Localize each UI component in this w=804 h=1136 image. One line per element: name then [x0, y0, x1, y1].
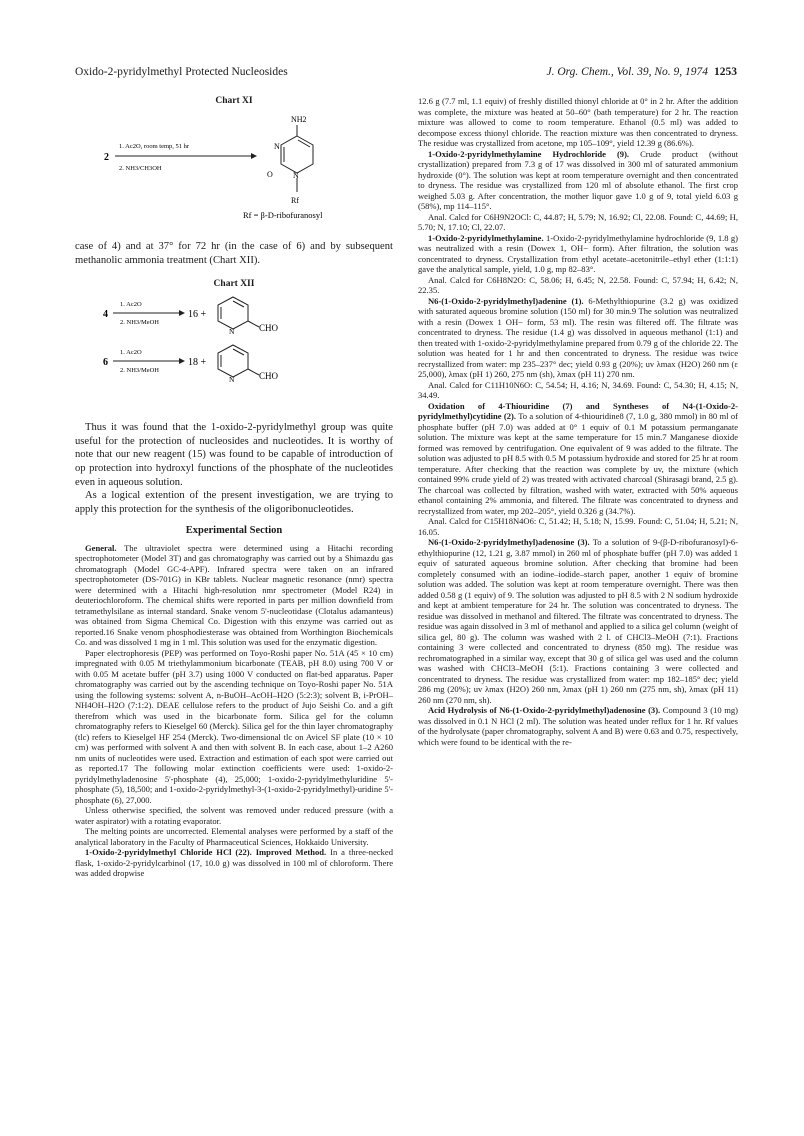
- paragraph-amine: [418, 233, 738, 275]
- paragraph-text: To a solution of 4-thiouridine8 (7, 1.0 g, 380 mmol) in 80 ml of phosphate buffer (pH 7.0) was added at 0° 1 equiv of 0.1 M potassium permanganate solution. The mixture was kept at the same temperature for 15 min.7 Manganese dioxide formed was removed by centrifugation. One equivalent of 9 was added to the filtrate. The solution was adjusted to pH 8.5 with 0.5 M potassium hydroxide and stored for 25 hr at room temperature. After checking that the reaction was complete by uv, the mixture (which contained 99% crude yield of 2) was treated with activated charcoal (Shirasagi brand, 2.5 g). The charcoal was collected by filtration, washed with water, extracted with 50% aqueous ethanol containing 2% ammonia, and filtered. The filtrate was concentrated to dryness and recrystallized from water, mp 202–205°, yield 0.326 g (34.7%).: [418, 411, 739, 516]
- paragraph: case of 4) and at 37° for 72 hr (in the case of 6) and by subsequent methanolic ammonia treatment (Chart XII).: [75, 241, 393, 266]
- run-in-heading: General.: [85, 542, 117, 553]
- paragraph-text: Compound 3 (10 mg) was dissolved in 0.1 N HCl (2 ml). The solution was heated under reflux for 1 hr. Rf values of the hydrolysate (paper chromatography, solvent A and B) were 0.63 and 0.75, respectively, which were found to be identical with the re-: [418, 705, 738, 747]
- paragraph-text: The ultraviolet spectra were determined using a Hitachi recording spectrophotometer (Model 3T) and gas chromatography was carried out by a Shimazdu gas chromatograph (Model GC-4-APF). Infrared spectra were taken on an infrared spectrophotometer (DS-701G) in KBr tablets. Nuclear magnetic resonance (nmr) spectra were determined with a Hitachi high-resolution nmr spectrometer (Model R24) in deuteriochloroform. The chemical shifts were reported in parts per million downfield from tetramethylsilane as internal standard. Snake venom 5'-nucleotidase (Clotalus adamanteus) was obtained from Sigma Chemical Co. Digestion with this enzyme was carried out as reported.16 Snake venom phosphodiesterase was obtained from Worthington Biochemicals Co. and was dissolved 1 mg in 1 ml. This solution was used for the enzymatic digestion.: [75, 542, 393, 648]
- analysis: Anal. Calcd for C6H8N2O: C, 58.06; H, 6.45; N, 22.58. Found: C, 57.94; H, 6.42; N, 22.35.: [418, 274, 738, 295]
- reactant-label: 2: [104, 152, 109, 163]
- reactant-4: 4: [103, 309, 108, 321]
- cond-2a: 1. Ac2O: [120, 349, 142, 357]
- aldehyde-1: CHO: [259, 323, 279, 334]
- paragraph-chloride: [75, 847, 393, 879]
- analysis: Anal. Calcd for C11H10N6O: C, 54.54; H, 4.16; N, 34.69. Found: C, 54.30; H, 4.15; N, 34.49.: [418, 379, 738, 400]
- chart-xi: [75, 96, 393, 226]
- run-in-heading: Acid Hydrolysis of N6-(1-Oxido-2-pyridylmethyl)adenosine (3).: [428, 705, 661, 715]
- paragraph: 12.6 g (7.7 ml, 1.1 equiv) of freshly distilled thionyl chloride at 0° in 2 hr. After the addition was complete, the mixture was heated at 50–60° (bath temperature) for 2 hr. The reaction mixture was allowed to come to room temperature. Ethanol (0.5 ml) was added to decompose excess thionyl chloride. The reaction mixture was then concentrated to dryness. The residue was crystallized from acetone, mp 105–109°, yield 12.39 g (86.6%).: [418, 96, 738, 148]
- paragraph: Paper electrophoresis (PEP) was performed on Toyo-Roshi paper No. 51A (45 × 10 cm) impregnated with 0.05 M triethylammonium bicarbonate (TEAB, pH 8.0) using 700 V or with 0.05 M acetate buffer (pH 3.7) using 1000 V conducted on flat-bed apparatus. Paper chromatography was carried out by the ascending technique on Toyo-Roshi paper No. 51A using the following systems: solvent A, n-BuOH–AcOH–H2O (5:2:3); solvent B, i-PrOH–NH4OH–H2O (7:1:2). DEAE cellulose refers to the product of Jujo Seishi Co. and a gift therefrom which was used in the bicarbonate form. Silica gel for the column chromatography refers to Kieselgel 60 (Merck). Silica gel for the thin layer chromatography (tlc) refers to Kieselgel HF 254 (Merck). Two-dimensional tlc on Avicel SF plate (10 × 10 cm) was performed with solvent A and then with solvent B. In each case, about 1–2 A260 nm units of nucleotides were used. Extraction and estimation of each spot were carried out as reported.17 The following molar extinction coefficients were used: 1-oxido-2-pyridylmethyladenosine 5'-phosphate (4), 25,000; 1-oxido-2-pyridylmethyluridine 5'-phosphate (5), 18,500; and 1-oxido-2-pyridylmethyl-3-(1-oxido-2-pyridylmethyl)-uridine 5'-phosphate (6), 27,000.: [75, 647, 393, 805]
- journal-name: J. Org. Chem., Vol. 39, No. 9, 1974: [546, 66, 708, 78]
- pyridine-n-1: N: [229, 327, 235, 337]
- amine-group-label: NH2: [291, 115, 307, 124]
- carbonyl-oxygen: O: [267, 170, 273, 179]
- run-in-heading: N6-(1-Oxido-2-pyridylmethyl)adenosine (3).: [428, 537, 590, 547]
- analysis: Anal. Calcd for C15H18N4O6: C, 51.42; H, 5.18; N, 15.99. Found: C, 51.04; H, 5.21; N, 16.05.: [418, 516, 738, 537]
- paragraph-adenine: [418, 296, 738, 380]
- arrow-head: [251, 153, 257, 159]
- paragraph-adenosine: [418, 537, 738, 705]
- reactant-6: 6: [103, 357, 108, 369]
- bond-cho-1: [248, 321, 259, 327]
- paragraph-amine-hcl: [418, 149, 738, 212]
- paragraph: As a logical extention of the present investigation, we are trying to apply this protection for the synthesis of the oligoribonucleotides.: [75, 490, 393, 515]
- run-in-heading: Oxidation of 4-Thiouridine (7) and Syntheses of N4-(1-Oxido-2-pyridylmethyl)cytidine (2).: [418, 400, 738, 421]
- analysis: Anal. Calcd for C6H9N2OCl: C, 44.87; H, 5.79; N, 16.92; Cl, 22.08. Found: C, 44.69; H, 5.70; N, 17.10; Cl, 22.07.: [418, 211, 738, 232]
- cond-1b: 2. NH3/MeOH: [120, 319, 159, 327]
- pyridine-ring-1: [218, 297, 248, 329]
- bond-cho-2: [248, 369, 259, 375]
- paragraph-text: In a three-necked flask, 1-oxido-2-pyridylcarbinol (17, 10.0 g) was dissolved in 100 ml of chloroform. There was added dropwise: [75, 847, 393, 879]
- run-in-heading: N6-(1-Oxido-2-pyridylmethyl)adenine (1).: [428, 295, 584, 306]
- chart-xii: [75, 279, 393, 389]
- aldehyde-2: CHO: [259, 371, 279, 382]
- running-header: [75, 66, 737, 84]
- running-title: Oxido-2-pyridylmethyl Protected Nucleosides: [75, 66, 288, 78]
- product-18: 18 +: [188, 357, 207, 369]
- paragraph-text: Crude product (without crystallization) prepared from 7.3 g of 17 was dissolved in 300 ml of saturated ammonium hydroxide (0°). The solution was kept at room temperature overnight and then concentrated to dryness. The residue was crystallized from 120 ml of absolute ethanol. The first crop weighed 5.03 g. After concentration, the mother liquor gave 1.0 g of 9, total yield 6.03 g (58%), mp 114–115°.: [418, 148, 739, 211]
- run-in-heading: 1-Oxido-2-pyridylmethyl Chloride HCl (22). Improved Method.: [85, 847, 327, 858]
- pyridine-ring-2: [218, 345, 248, 377]
- paragraph-text: 1-Oxido-2-pyridylmethylamine hydrochloride (9, 1.8 g) was neutralized with a resin (Dowex 1, OH− form). After filtration, the solution was concentrated to dryness. Crystallization from ethyl acetate–acetonitrile–ethyl ether (1:1:1) gave the analytical sample, yield, 1.0 g, mp 82–83°.: [418, 232, 739, 274]
- left-column: [75, 96, 393, 879]
- paragraph-thiouridine: [418, 401, 738, 517]
- rf-definition: Rf = β-D-ribofuranosyl: [243, 210, 323, 220]
- chart-xi-structure: [75, 108, 393, 226]
- condition-1: 1. Ac2O, room temp, 51 hr: [119, 143, 190, 150]
- product-16: 16 +: [188, 309, 207, 321]
- paragraph: Thus it was found that the 1-oxido-2-pyridylmethyl group was quite useful for the protection of nucleosides and nucleotides. It is worthy of note that our new reagent (15) was found to be capable of introduction of op protection into hydroxyl functions of the phosphate of the nucleotides even in aqueous solution.: [75, 422, 393, 488]
- cond-1a: 1. Ac2O: [120, 301, 142, 309]
- paragraph-text: To a solution of 9-(β-D-ribofuranosyl)-6-ethylthiopurine (12, 1.21 g, 3.87 mmol) in 260 ml of phosphate buffer (pH 7.0) was added 1 equiv of saturated aqueous bromine solution. After checking that bromine had been completely consumed with an iodine–iodide–starch paper, another 1 equiv of bromine solution was added. The solution was kept at room temperature overnight. There was then added 0.58 g (1 equiv) of 9. The solution was adjusted to pH 8.5 with 2 N sodium hydroxide and kept at ambient temperature for 24 hr. The solution was concentrated to dryness. The residue was dissolved in methanol and filtered. The filtrate was concentrated to dryness. The residue was again dissolved in 3 ml of methanol and applied to a silica gel column (weight of silica gel, 80 g). The column was washed with 2 l. of CHCl3–MeOH (7:1). Fractions containing 3 were collected and concentrated to dryness (850 mg). The residue was rechromatographed in a similar way, except that 30 g of silica gel was used and the column was washed with CHCl3–MeOH (5:1). Fractions containing 3 were collected and concentrated to dryness. The residue was crystallized from water: mp 182–185° dec; yield 286 mg (20%); uv λmax (H2O) 260 nm, λmax (pH 1) 260 nm (275 nm, sh), λmax (pH 11) 260 nm (270 nm, sh).: [418, 537, 739, 705]
- paragraph-acid-hydrolysis: [418, 705, 738, 747]
- arrow-head-1: [179, 310, 185, 316]
- paragraph: The melting points are uncorrected. Elemental analyses were performed by a staff of the analytical laboratory in the Faculty of Pharmaceutical Sciences, Hokkaido University.: [75, 826, 393, 847]
- chart-title: Chart XII: [213, 279, 255, 290]
- paragraph-text: 6-Methylthiopurine (3.2 g) was oxidized with saturated aqueous bromine solution (150 ml) for 30 min.9 The solution was neutralized with a resin (Dowex 1 OH− form, 53 ml). The resin was filtered off. The filtrate was concentrated to dryness. The residue (1.4 g) was dissolved in aqueous methanol (1:1) and then treated with 1-oxido-2-pyridylmethylamine prepared from 0.79 g of the chloride 22. The solution was heated for 1 hr and then concentrated to dryness. The residue was twice recrystallized from water: mp 235–237° dec; yield 0.93 g (20%); uv λmax (H2O) 260 nm (ε 25,000), λmax (pH 1) 260, 275 nm (sh), λmax (pH 11) 270 nm.: [418, 295, 739, 379]
- chart-xii-structure: [75, 291, 393, 387]
- pyrimidine-ring: [281, 136, 313, 173]
- ribofuranosyl-label: Rf: [291, 196, 299, 205]
- pyridine-n-2: N: [229, 375, 235, 385]
- ring-n3-label: N: [274, 142, 280, 151]
- ring-n1-label: N: [293, 171, 299, 180]
- right-column: [418, 96, 738, 747]
- condition-2: 2. NH3/CH3OH: [119, 165, 162, 172]
- journal-citation: [546, 66, 737, 78]
- paragraph-general: [75, 543, 393, 648]
- section-heading: Experimental Section: [185, 525, 283, 537]
- cond-2b: 2. NH3/MeOH: [120, 367, 159, 375]
- page-number: 1253: [714, 66, 737, 78]
- ring-double-bond-1: [298, 140, 310, 147]
- paragraph: Unless otherwise specified, the solvent was removed under reduced pressure (with a water aspirator) with a rotating evaporator.: [75, 805, 393, 826]
- run-in-heading: 1-Oxido-2-pyridylmethylamine Hydrochloride (9).: [428, 148, 630, 159]
- arrow-head-2: [179, 358, 185, 364]
- run-in-heading: 1-Oxido-2-pyridylmethylamine.: [428, 232, 544, 243]
- chart-title: Chart XI: [215, 96, 253, 106]
